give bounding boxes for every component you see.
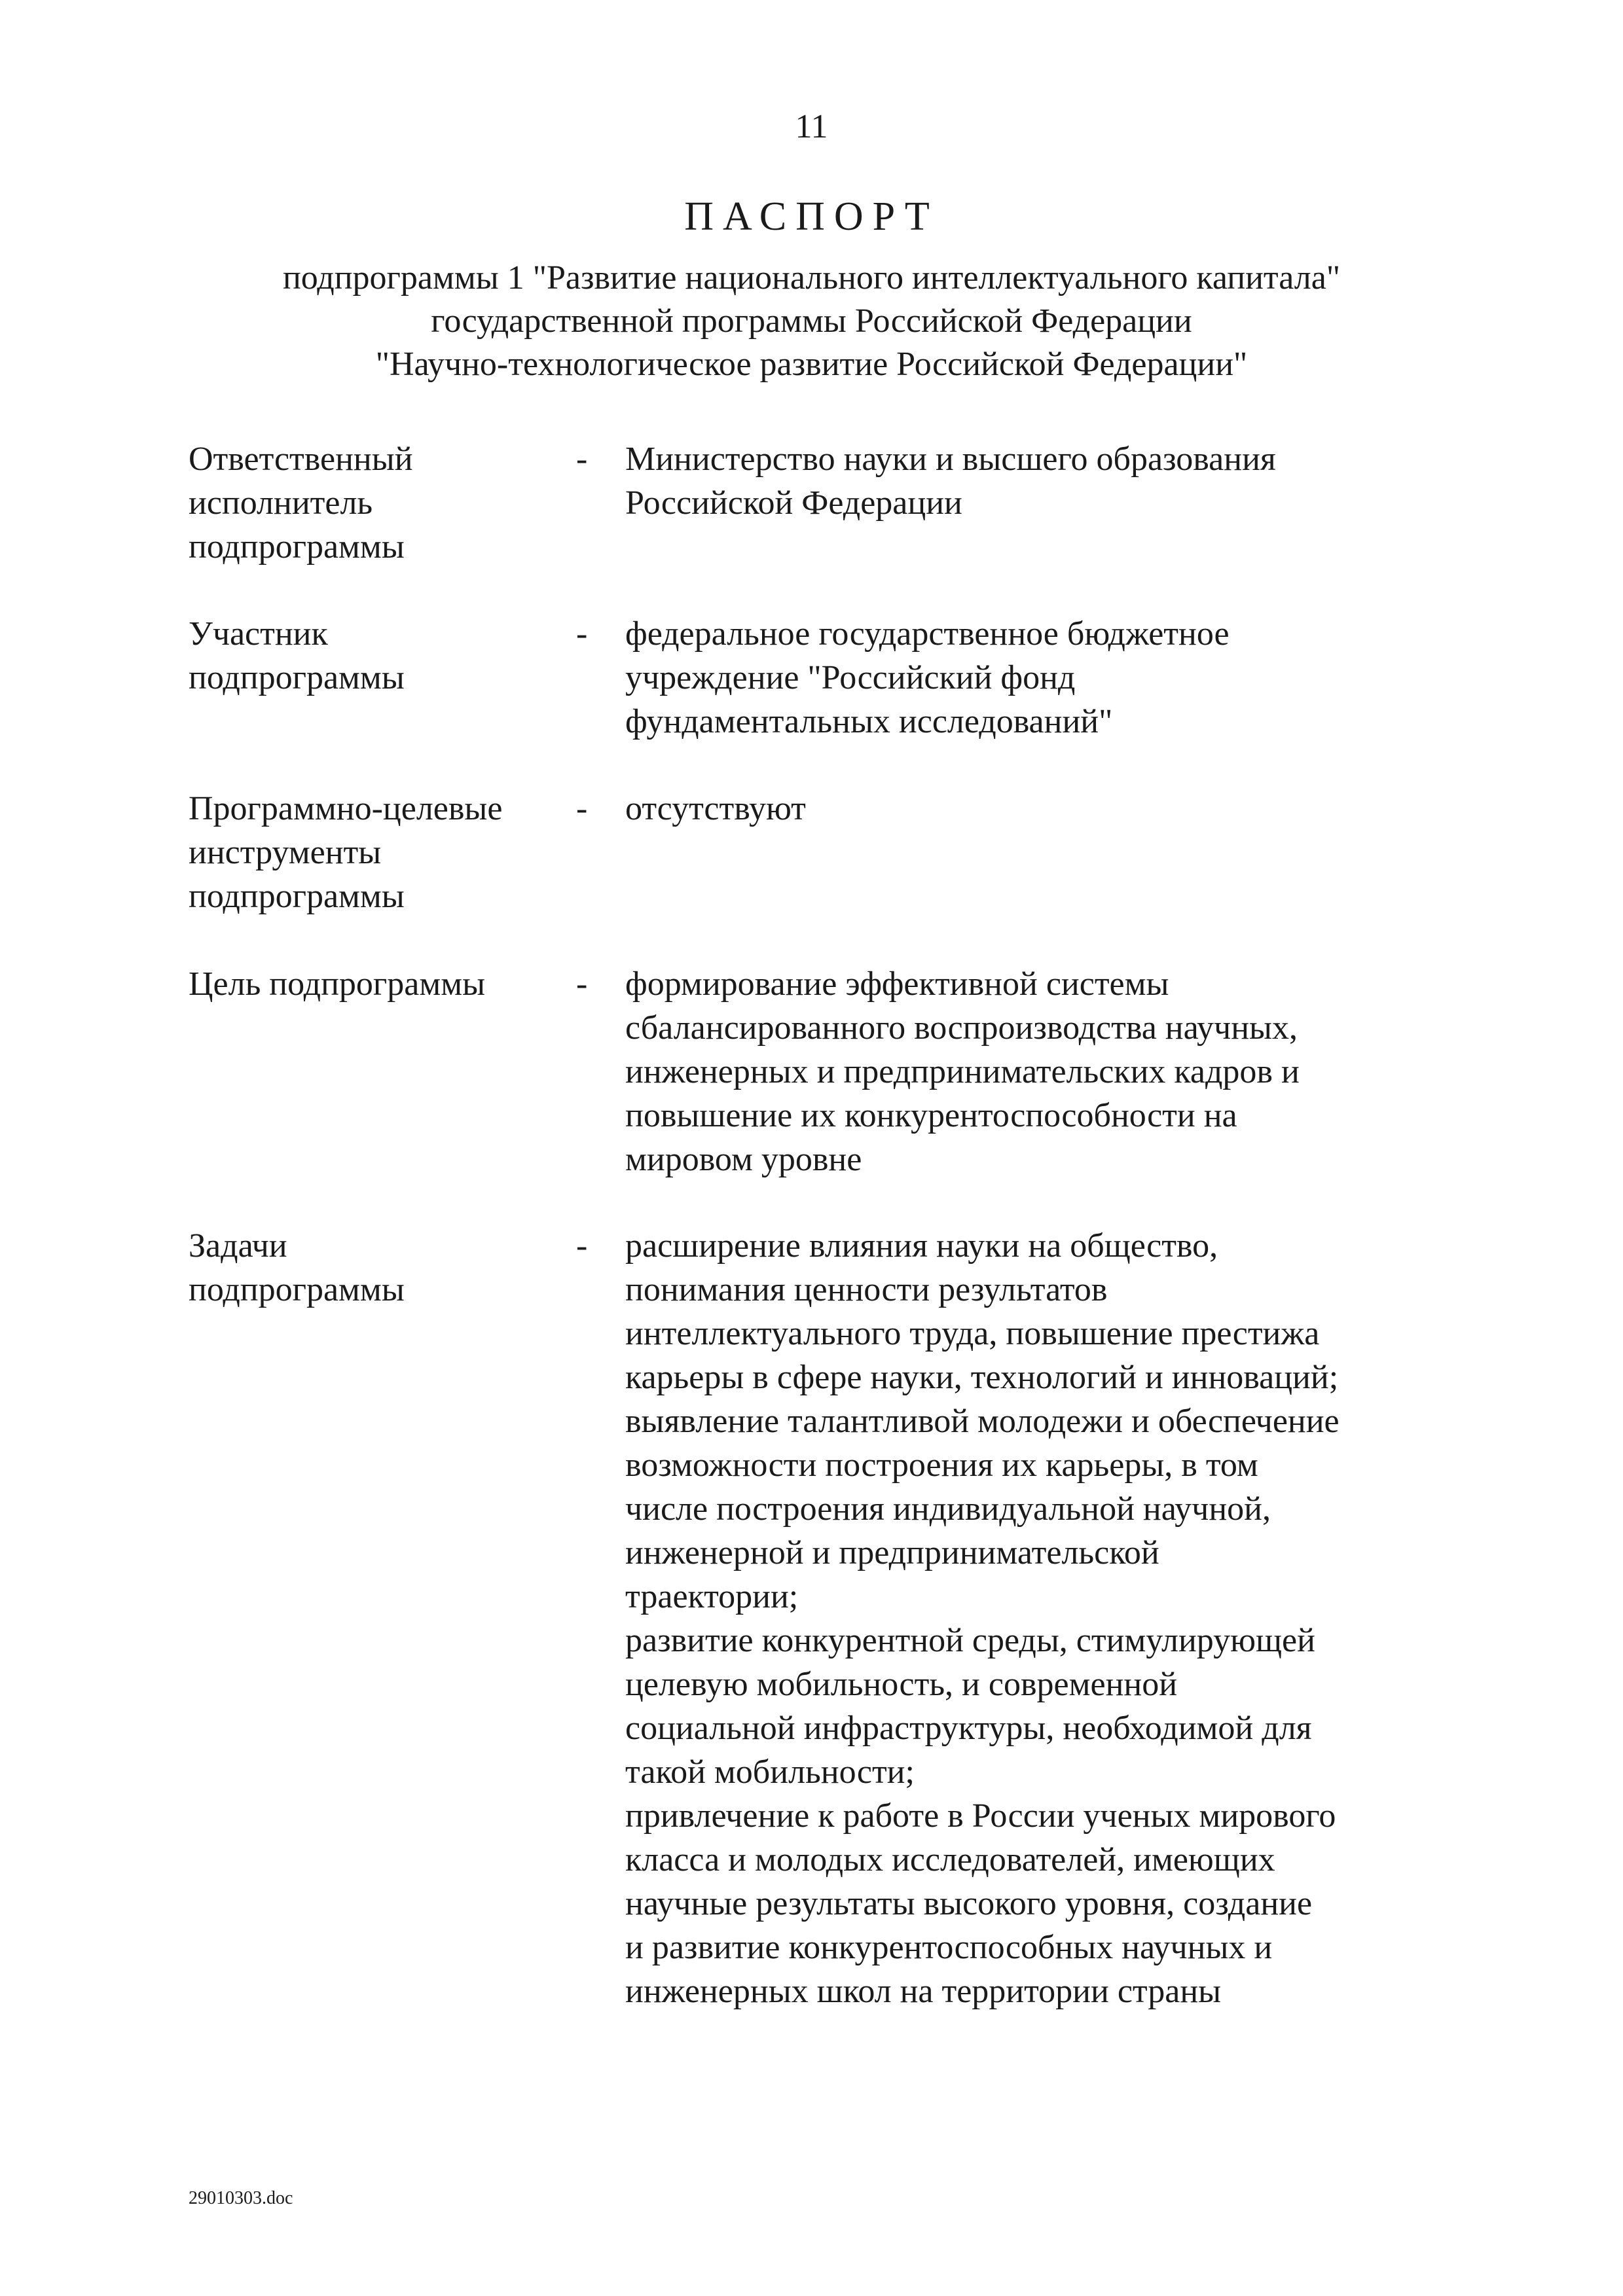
- subtitle-line: государственной программы Российской Федерации: [431, 302, 1192, 340]
- label-line: подпрограммы: [189, 528, 405, 565]
- value-line: повышение их конкурентоспособности на: [625, 1097, 1237, 1134]
- value-line: фундаментальных исследований": [625, 703, 1113, 740]
- row-value: [625, 612, 1489, 744]
- row-value: [625, 787, 1489, 831]
- row-label: [189, 612, 555, 700]
- label-line: инструменты: [189, 834, 382, 871]
- value-line: развитие конкурентной среды, стимулирующей: [625, 1622, 1315, 1659]
- label-line: Ответственный: [189, 440, 413, 478]
- value-line: Министерство науки и высшего образования: [625, 440, 1276, 478]
- row-dash: -: [576, 1227, 588, 1265]
- value-line: привлечение к работе в России ученых мирового: [625, 1797, 1336, 1835]
- document-title: ПАСПОРТ: [684, 194, 939, 239]
- value-line: инженерной и предпринимательской: [625, 1534, 1159, 1571]
- value-line: Российской Федерации: [625, 484, 962, 522]
- value-line: класса и молодых исследователей, имеющих: [625, 1841, 1275, 1878]
- value-line: такой мобильности;: [625, 1753, 915, 1791]
- value-line: научные результаты высокого уровня, создание: [625, 1885, 1313, 1922]
- row-label: [189, 1224, 555, 1312]
- page-number: 11: [795, 108, 828, 145]
- value-line: инженерных и предпринимательских кадров и: [625, 1053, 1300, 1090]
- label-line: Задачи: [189, 1227, 287, 1265]
- label-line: подпрограммы: [189, 659, 405, 696]
- value-line: числе построения индивидуальной научной,: [625, 1490, 1271, 1528]
- document-subtitle: [0, 257, 1623, 386]
- label-line: Программно-целевые: [189, 790, 503, 827]
- value-line: карьеры в сфере науки, технологий и инноваций;: [625, 1359, 1339, 1396]
- row-value: [625, 1224, 1489, 2013]
- footer-filename: 29010303.doc: [189, 2188, 293, 2208]
- row-label: [189, 437, 555, 569]
- label-line: подпрограммы: [189, 1271, 405, 1308]
- subtitle-line: "Научно-технологическое развитие Российской Федерации": [375, 346, 1248, 383]
- value-line: сбалансированного воспроизводства научных,: [625, 1009, 1298, 1047]
- value-line: расширение влияния науки на общество,: [625, 1227, 1218, 1265]
- row-dash: -: [576, 965, 588, 1003]
- row-label: [189, 962, 555, 1006]
- value-line: формирование эффективной системы: [625, 965, 1169, 1003]
- value-line: понимания ценности результатов: [625, 1271, 1108, 1308]
- label-line: Участник: [189, 615, 328, 653]
- value-line: социальной инфраструктуры, необходимой для: [625, 1710, 1312, 1747]
- value-line: учреждение "Российский фонд: [625, 659, 1076, 696]
- value-line: интеллектуального труда, повышение престижа: [625, 1315, 1320, 1352]
- row-value: [625, 437, 1489, 525]
- value-line: федеральное государственное бюджетное: [625, 615, 1230, 653]
- value-line: мировом уровне: [625, 1141, 862, 1178]
- value-line: целевую мобильность, и современной: [625, 1666, 1178, 1703]
- subtitle-line: подпрограммы 1 "Развитие национального интеллектуального капитала": [282, 259, 1341, 296]
- value-line: инженерных школ на территории страны: [625, 1973, 1222, 2010]
- row-label: [189, 787, 555, 918]
- value-line: траектории;: [625, 1578, 799, 1615]
- label-line: исполнитель: [189, 484, 373, 522]
- label-line: Цель подпрограммы: [189, 965, 486, 1003]
- row-dash: -: [576, 790, 588, 827]
- value-line: отсутствуют: [625, 790, 806, 827]
- value-line: и развитие конкурентоспособных научных и: [625, 1929, 1273, 1966]
- value-line: выявление талантливой молодежи и обеспечение: [625, 1403, 1340, 1440]
- value-line: возможности построения их карьеры, в том: [625, 1446, 1258, 1484]
- row-value: [625, 962, 1489, 1181]
- row-dash: -: [576, 615, 588, 653]
- label-line: подпрограммы: [189, 878, 405, 915]
- row-dash: -: [576, 440, 588, 478]
